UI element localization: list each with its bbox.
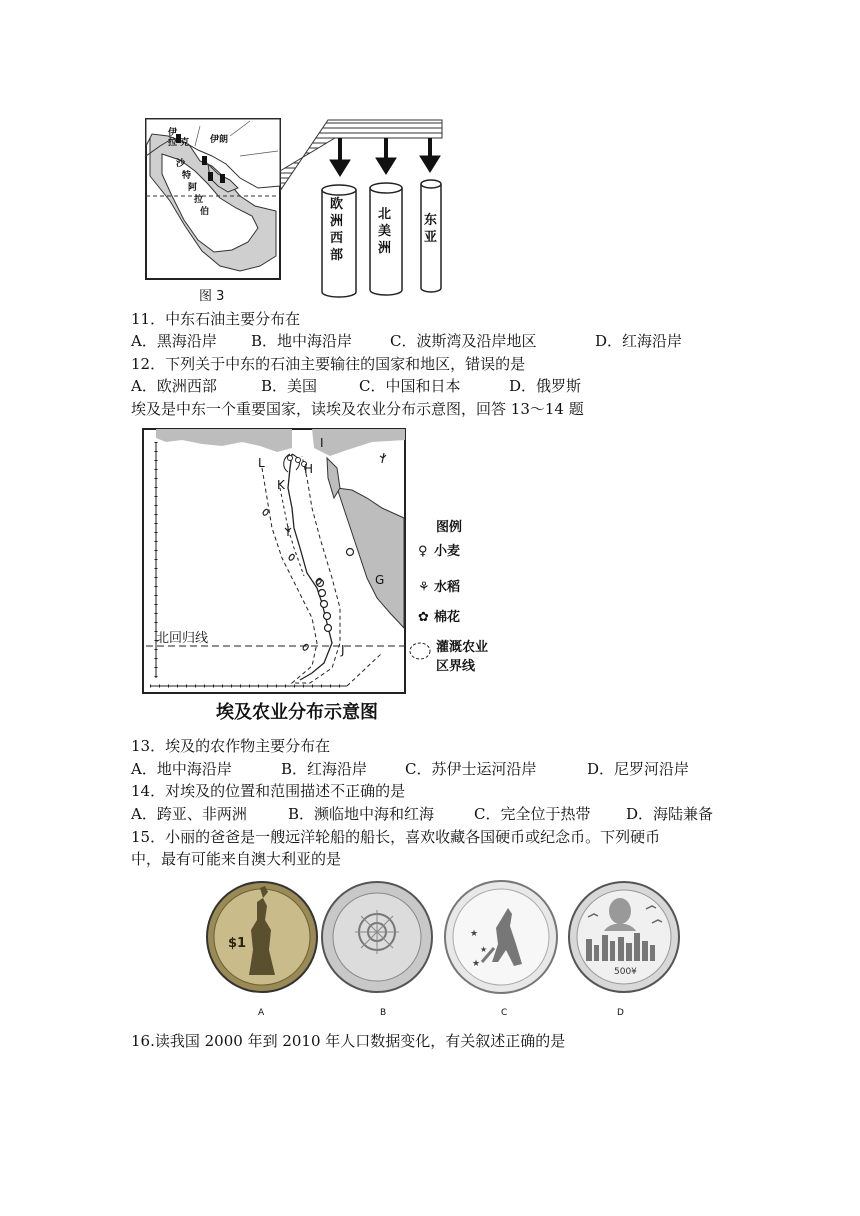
egypt-agriculture-map <box>142 428 412 696</box>
map-label-iran: 伊朗 <box>210 135 229 145</box>
option-b[interactable]: B．红海沿岸 <box>281 760 368 778</box>
option-c[interactable]: C．中国和日本 <box>359 377 461 395</box>
option-b[interactable]: B．濒临地中海和红海 <box>288 805 435 823</box>
wheat-icon: ♀ <box>418 544 428 559</box>
option-b[interactable]: B．地中海沿岸 <box>251 332 353 350</box>
question-16-stem: 16.读我国 2000 年到 2010 年人口数据变化，有关叙述正确的是 <box>131 1032 566 1050</box>
option-a[interactable]: A．地中海沿岸 <box>131 760 232 778</box>
option-d[interactable]: D．俄罗斯 <box>509 377 582 395</box>
option-d[interactable]: D．海陆兼备 <box>626 805 714 823</box>
coin-c-image[interactable] <box>442 878 560 996</box>
svg-text:★: ★ <box>480 945 488 954</box>
cylinder-label-east-asia: 东亚 <box>424 213 438 245</box>
coin-d-value: 500¥ <box>614 967 637 977</box>
legend-item-cotton: ✿ 棉花 <box>418 610 461 625</box>
tropic-label: 北回归线 <box>156 631 209 646</box>
cotton-icon: ✿ <box>418 610 429 625</box>
question-13-stem: 13．埃及的农作物主要分布在 <box>131 737 331 755</box>
svg-text:★: ★ <box>472 959 481 969</box>
question-12-stem: 12．下列关于中东的石油主要输往的国家和地区，错误的是 <box>131 355 526 373</box>
option-a[interactable]: A．欧洲西部 <box>131 377 217 395</box>
map-point-k: K <box>277 478 285 492</box>
map-label-iraq: 伊 拉 克 <box>168 128 190 148</box>
cylinder-label-western-europe: 欧洲西部 <box>330 197 344 263</box>
coin-b-image[interactable] <box>320 880 435 995</box>
question-11-options <box>131 331 682 351</box>
map-point-j: J <box>341 643 345 657</box>
figure-3-caption: 图 3 <box>199 289 225 304</box>
egypt-map-title: 埃及农业分布示意图 <box>216 702 378 723</box>
option-a[interactable]: A．跨亚、非两洲 <box>131 805 247 823</box>
question-11-stem: 11．中东石油主要分布在 <box>131 310 301 328</box>
rice-icon: ⚘ <box>418 580 430 595</box>
coin-label-c: C <box>501 1008 508 1018</box>
coin-d-image[interactable] <box>566 879 682 995</box>
coin-a-image[interactable] <box>205 880 320 995</box>
question-14-stem: 14．对埃及的位置和范围描述不正确的是 <box>131 782 406 800</box>
question-15-stem-line-1: 15．小丽的爸爸是一艘远洋轮船的船长，喜欢收藏各国硬币或纪念币。下列硬币 <box>131 828 661 846</box>
legend-item-wheat: ♀ 小麦 <box>418 544 461 559</box>
intro-13-14: 埃及是中东一个重要国家，读埃及农业分布示意图，回答 13～14 题 <box>131 400 584 418</box>
map-label-saudi-arabia: 沙 特 阿 拉 伯 <box>176 159 210 217</box>
coin-label-b: B <box>380 1008 387 1018</box>
legend-item-rice: ⚘ 水稻 <box>418 580 461 595</box>
coin-a-value: $1 <box>228 936 247 951</box>
map-point-g: G <box>375 573 385 587</box>
coin-label-d: D <box>617 1008 624 1018</box>
option-c[interactable]: C．苏伊士运河沿岸 <box>405 760 537 778</box>
coin-label-a: A <box>258 1008 265 1018</box>
option-c[interactable]: C．完全位于热带 <box>474 805 591 823</box>
question-14-options <box>131 804 713 824</box>
option-d[interactable]: D．尼罗河沿岸 <box>587 760 690 778</box>
question-13-options <box>131 759 689 779</box>
svg-text:★: ★ <box>470 929 479 939</box>
option-c[interactable]: C．波斯湾及沿岸地区 <box>390 332 537 350</box>
cylinder-label-north-america: 北美洲 <box>378 207 392 256</box>
legend-title: 图例 <box>436 520 463 535</box>
option-a[interactable]: A．黑海沿岸 <box>131 332 217 350</box>
legend-item-irrigation-boundary: 灌溉农业区界线 <box>436 640 489 674</box>
option-d[interactable]: D．红海沿岸 <box>595 332 683 350</box>
question-15-stem-line-2: 中，最有可能来自澳大利亚的是 <box>131 850 342 868</box>
option-b[interactable]: B．美国 <box>261 377 318 395</box>
map-point-l: L <box>258 456 265 470</box>
question-12-options <box>131 376 581 396</box>
map-point-h: H <box>304 462 314 476</box>
map-point-i: I <box>320 436 324 450</box>
